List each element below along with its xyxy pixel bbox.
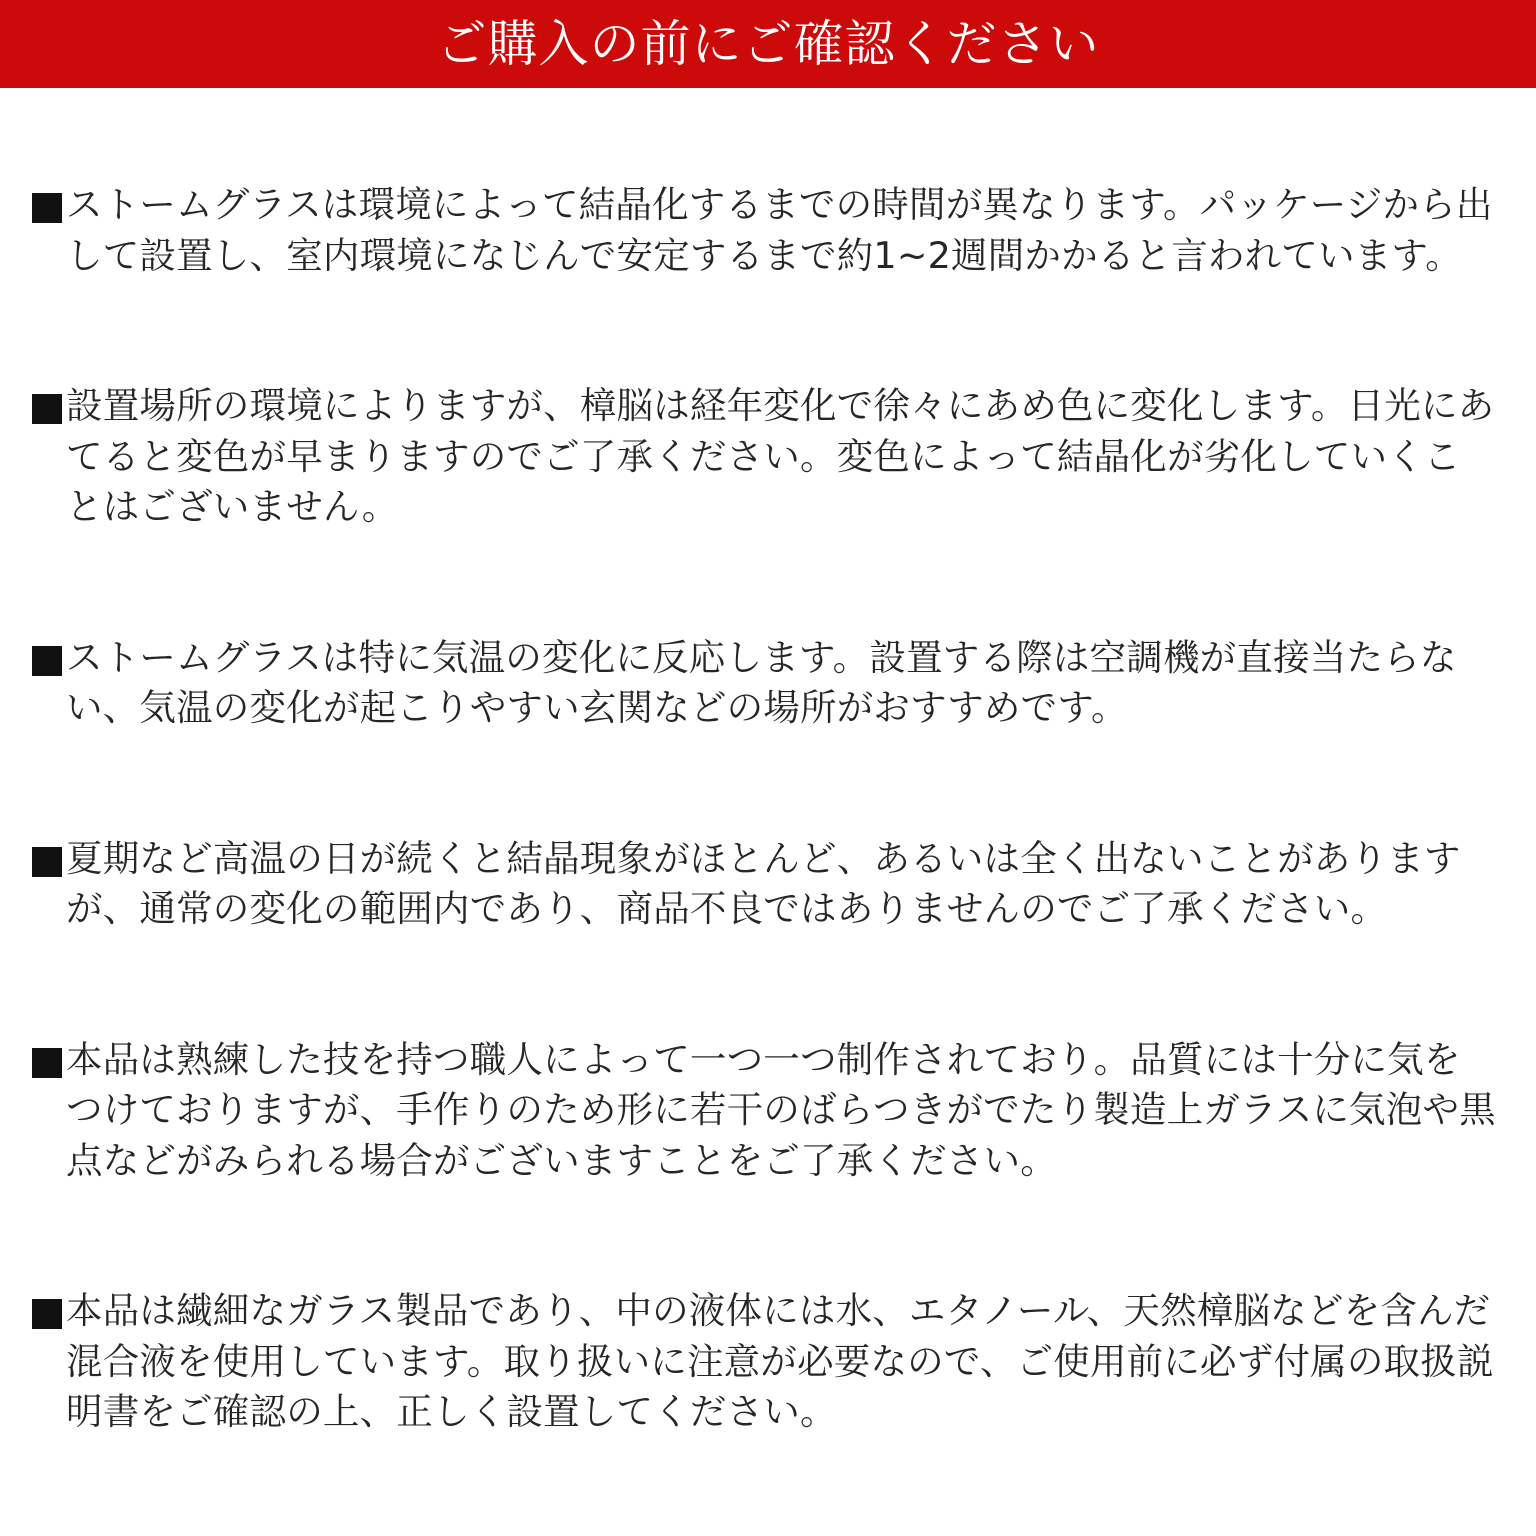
note-item xyxy=(30,1286,1496,1438)
square-bullet-icon xyxy=(30,180,66,230)
square-bullet-icon xyxy=(30,633,66,683)
header-banner xyxy=(0,0,1536,88)
note-item xyxy=(30,381,1496,533)
note-item xyxy=(30,1035,1496,1187)
notes-list xyxy=(30,180,1496,1438)
note-text: 夏期など高温の日が続くと結晶現象がほとんど、あるいは全く出ないことがありますが、通常の変化の範囲内であり、商品不良ではありませんのでご了承ください。 xyxy=(66,836,1461,930)
square-bullet-icon xyxy=(30,381,66,431)
note-text: ストームグラスは環境によって結晶化するまでの時間が異なります。パッケージから出して設置し、室内環境になじんで安定するまで約1~2週間かかると言われています。 xyxy=(66,183,1493,277)
square-bullet-icon xyxy=(30,1286,66,1336)
square-bullet-icon xyxy=(30,834,66,884)
note-text: 本品は繊細なガラス製品であり、中の液体には水、エタノール、天然樟脳などを含んだ混合液を使用しています。取り扱いに注意が必要なので、ご使用前に必ず付属の取扱説明書をご確認の上、正しく設置してください。 xyxy=(66,1289,1494,1433)
note-text: 本品は熟練した技を持つ職人によって一つ一つ制作されており。品質には十分に気をつけておりますが、手作りのため形に若干のばらつきがでたり製造上ガラスに気泡や黒点などがみられる場合がございますことをご了承ください。 xyxy=(66,1037,1496,1182)
note-item xyxy=(30,633,1496,734)
note-item xyxy=(30,180,1496,281)
note-item xyxy=(30,834,1496,935)
note-text: 設置場所の環境によりますが、樟脳は経年変化で徐々にあめ色に変化します。日光にあてると変色が早まりますのでご了承ください。変色によって結晶化が劣化していくことはございません。 xyxy=(66,384,1495,528)
square-bullet-icon xyxy=(30,1035,66,1085)
note-text: ストームグラスは特に気温の変化に反応します。設置する際は空調機が直接当たらない、気温の変化が起こりやすい玄関などの場所がおすすめです。 xyxy=(66,635,1457,729)
page-title: ご購入の前にご確認ください xyxy=(436,15,1100,73)
